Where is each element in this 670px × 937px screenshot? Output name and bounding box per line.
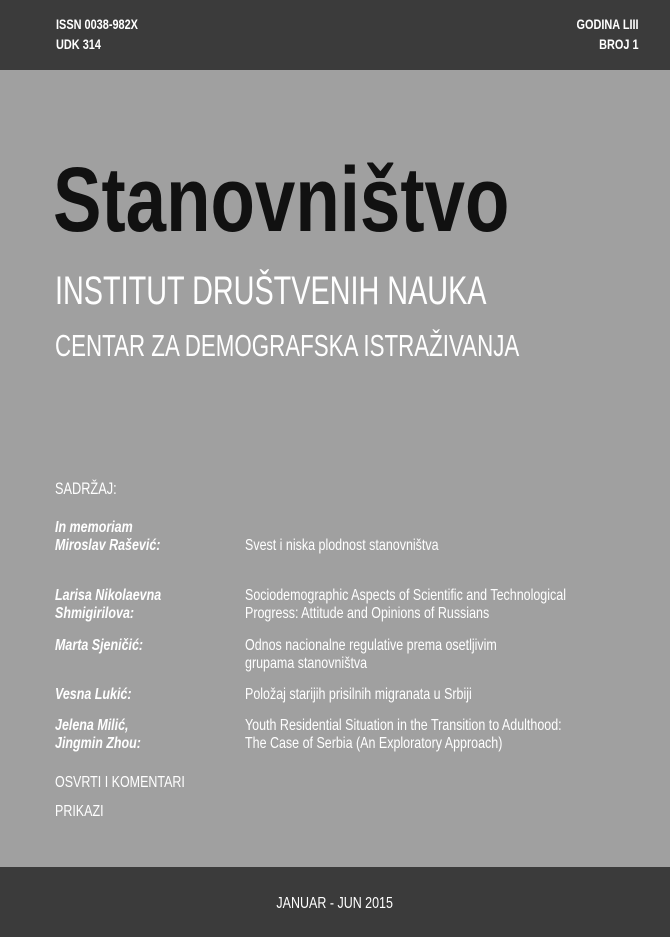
center-name: CENTAR ZA DEMOGRAFSKA ISTRAŽIVANJA <box>55 328 520 363</box>
entry-author <box>55 519 160 555</box>
journal-title: Stanovništvo <box>53 149 510 251</box>
godina: GODINA LIII <box>576 16 639 32</box>
entry-author <box>55 637 143 655</box>
author-line: In memoriam <box>55 519 133 536</box>
issue-date <box>0 894 670 914</box>
author-line: Jelena Milić, <box>55 717 129 734</box>
author-line: Miroslav Rašević: <box>55 537 161 554</box>
title-line: Položaj starijih prisilnih migranata u Srbiji <box>245 686 472 703</box>
entry-author <box>55 686 132 704</box>
entry-title <box>245 587 566 623</box>
section-prikazi: PRIKAZI <box>55 803 104 820</box>
title-line: Odnos nacionalne regulative prema osetljivim <box>245 637 497 654</box>
header-left <box>56 14 138 54</box>
entry-title <box>245 519 439 555</box>
title-line: Sociodemographic Aspects of Scientific and Technological <box>245 587 566 604</box>
entry-title <box>245 637 497 673</box>
issn: ISSN 0038-982X <box>56 16 138 32</box>
title-line: The Case of Serbia (An Exploratory Approach) <box>245 735 503 752</box>
title-line <box>245 519 439 537</box>
author-line: Shmigirilova: <box>55 605 135 622</box>
contents-heading: SADRŽAJ: <box>55 479 117 498</box>
title-line: Youth Residential Situation in the Transition to Adulthood: <box>245 717 562 734</box>
author-line: Marta Sjeničić: <box>55 637 144 654</box>
author-line: Vesna Lukić: <box>55 686 132 703</box>
udk: UDK 314 <box>56 36 101 52</box>
entry-title <box>245 717 562 753</box>
footer-bar <box>0 867 670 937</box>
header-bar <box>0 0 670 70</box>
title-line: Progress: Attitude and Opinions of Russians <box>245 605 490 622</box>
header-right <box>577 14 639 54</box>
institute-name: INSTITUT DRUŠTVENIH NAUKA <box>55 269 487 313</box>
section-osvrti: OSVRTI I KOMENTARI <box>55 774 185 791</box>
entry-author <box>55 717 141 753</box>
entry-author <box>55 587 161 623</box>
title-line: Svest i niska plodnost stanovništva <box>245 537 439 554</box>
author-line: Larisa Nikolaevna <box>55 587 162 604</box>
issue-date-text: JANUAR - JUN 2015 <box>276 895 394 912</box>
broj: BROJ 1 <box>599 36 639 52</box>
title-line: grupama stanovništva <box>245 655 368 672</box>
author-line: Jingmin Zhou: <box>55 735 141 752</box>
entry-title <box>245 686 472 704</box>
